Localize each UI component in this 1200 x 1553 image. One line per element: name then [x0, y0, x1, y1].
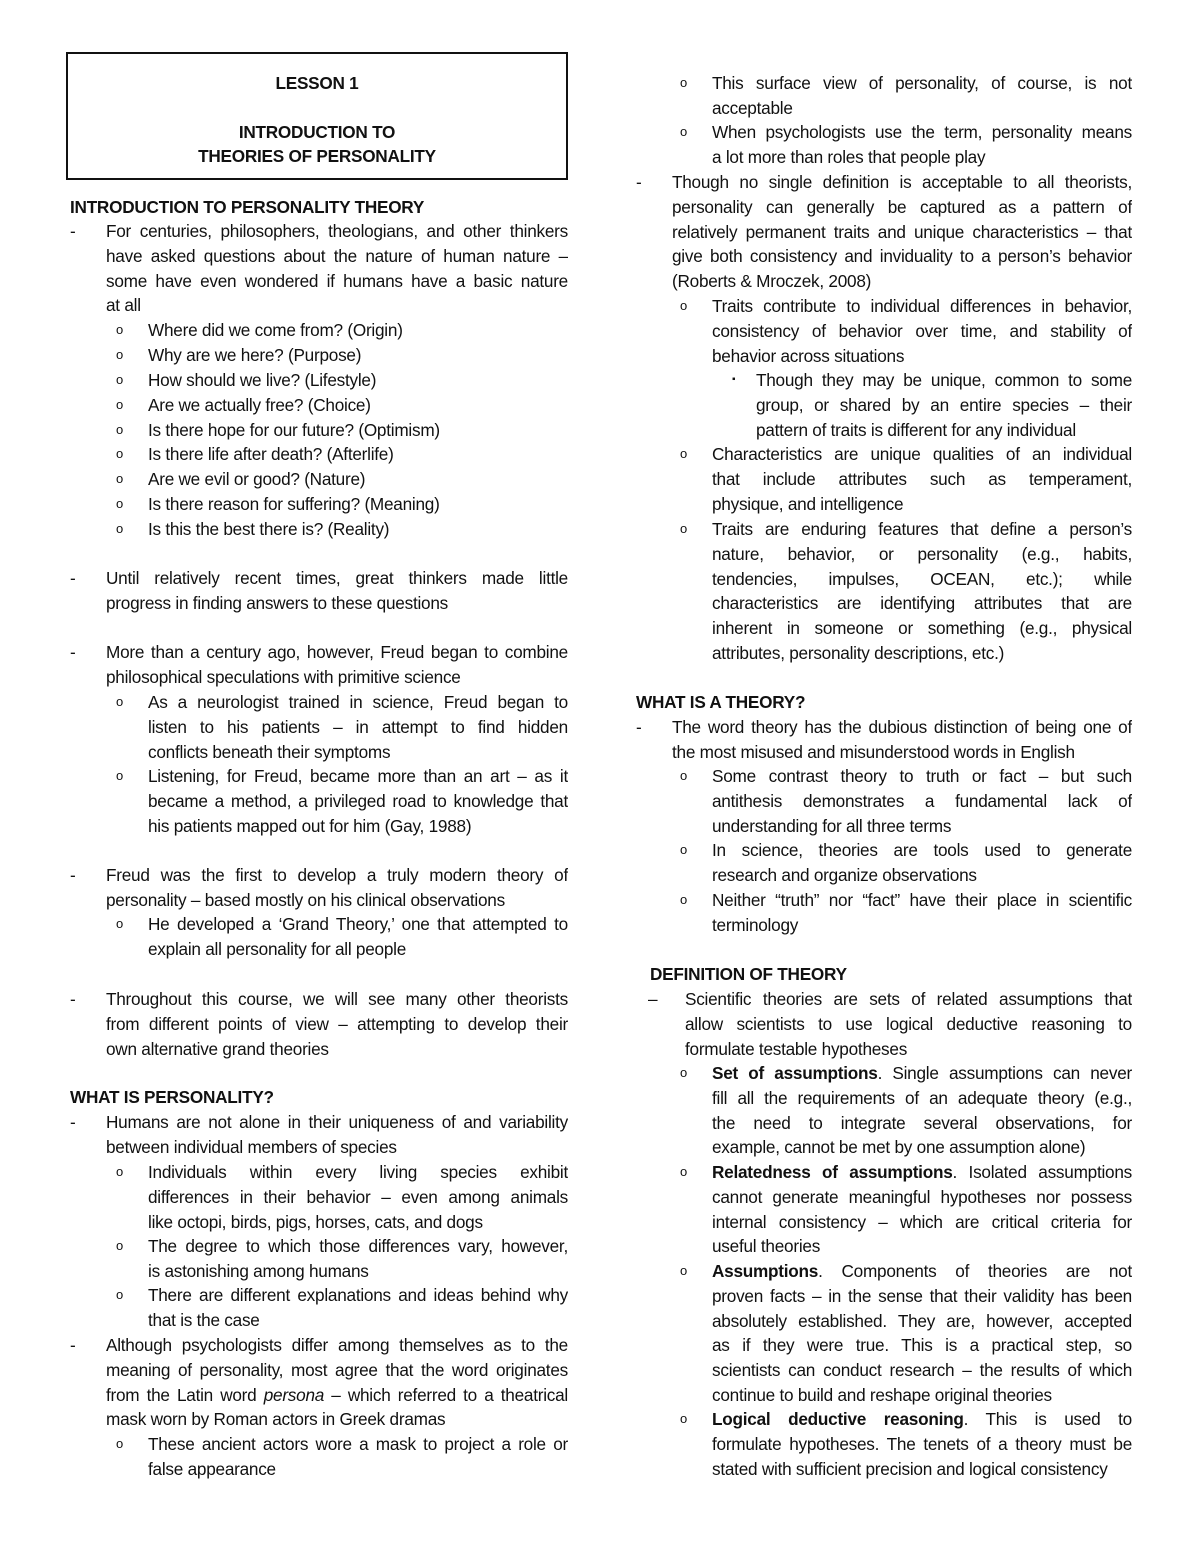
bullet-text-line: tendencies, impulses, OCEAN, etc.); while [712, 568, 1132, 589]
circle-bullet-icon: o [680, 892, 687, 907]
bullet-text-line: internal consistency – which are critical criteria for [712, 1211, 1132, 1232]
bullet-text-line: scientists can conduct research – the results of which [712, 1360, 1132, 1381]
circle-bullet-icon: o [680, 298, 687, 313]
bullet-text-line: Why are we here? (Purpose) [148, 345, 362, 365]
bullet-text-line: Characteristics are unique qualities of an individual [712, 444, 1132, 464]
bullet-text-line: stated with sufficient precision and logical consistency [712, 1458, 1108, 1479]
bullet-text-line: Listening, for Freud, became more than an art – as it [148, 766, 568, 786]
bullet-text-line: his patients mapped out for him (Gay, 1988) [148, 815, 472, 836]
circle-bullet-icon: o [680, 1411, 687, 1426]
bullet-text-line: Scientific theories are sets of related assumptions that [685, 989, 1132, 1009]
bullet-text-line: absolutely established. They are, however, accepted [712, 1310, 1132, 1331]
bullet-text-line: In science, theories are tools used to generate [712, 840, 1132, 860]
bullet-text-line: proven facts – in the sense that their validity has been [712, 1285, 1132, 1306]
circle-bullet-icon: o [680, 521, 687, 536]
bullet-text-line: inherent in someone or something (e.g., physical [712, 618, 1132, 639]
circle-bullet-icon: o [116, 372, 123, 387]
bullet-text-line: that is the case [148, 1309, 260, 1330]
circle-bullet-icon: o [680, 1263, 687, 1278]
bullet-text-line: formulate hypotheses. The tenets of a theory must be [712, 1433, 1132, 1454]
circle-bullet-icon: o [116, 768, 123, 783]
circle-bullet-icon: o [116, 916, 123, 931]
bullet-text-line: This surface view of personality, of course, is not [712, 73, 1132, 93]
circle-bullet-icon: o [680, 842, 687, 857]
square-bullet-icon: ▪ [732, 374, 736, 385]
bullet-text-line: own alternative grand theories [106, 1038, 329, 1059]
bullet-text-line: Is there life after death? (Afterlife) [148, 444, 394, 464]
section-heading: INTRODUCTION TO PERSONALITY THEORY [70, 197, 425, 217]
lesson-title-line1: INTRODUCTION TO [238, 122, 396, 142]
bullet-text-line: some have even wondered if humans have a basic nature [106, 270, 568, 291]
section-heading: WHAT IS PERSONALITY? [70, 1087, 274, 1107]
bullet-text-line: Though no single definition is acceptable to all theorists, [672, 172, 1132, 192]
section-heading: WHAT IS A THEORY? [636, 692, 806, 712]
bullet-text-line: useful theories [712, 1236, 821, 1257]
bullet-text-line: Are we evil or good? (Nature) [148, 469, 366, 489]
bullet-text-line: Assumptions. Components of theories are not [712, 1261, 1132, 1281]
bullet-text-line: Traits are enduring features that define a person’s [712, 519, 1132, 539]
bullet-text-line: The degree to which those differences vary, however, [148, 1236, 568, 1256]
circle-bullet-icon: o [116, 694, 123, 709]
bullet-text-line: pattern of traits is different for any individual [756, 419, 1076, 440]
bullet-text-line: nature, behavior, or personality (e.g., habits, [712, 543, 1132, 564]
circle-bullet-icon: o [680, 124, 687, 139]
dash-bullet-icon: - [70, 1112, 76, 1132]
bullet-text-line: Set of assumptions. Single assumptions can never [712, 1063, 1132, 1083]
bullet-text-line: More than a century ago, however, Freud began to combine [106, 642, 568, 662]
bullet-text-line: Relatedness of assumptions. Isolated assumptions [712, 1162, 1132, 1182]
circle-bullet-icon: o [116, 322, 123, 337]
circle-bullet-icon: o [116, 347, 123, 362]
circle-bullet-icon: o [116, 1436, 123, 1451]
bullet-text-line: For centuries, philosophers, theologians, and other thinkers [106, 221, 568, 241]
bullet-text-line: philosophical speculations with primitive science [106, 666, 461, 687]
bullet-text-line: How should we live? (Lifestyle) [148, 370, 377, 390]
bullet-text-line: Logical deductive reasoning. This is used to [712, 1409, 1132, 1429]
bullet-text-line: Neither “truth” nor “fact” have their place in scientific [712, 890, 1132, 910]
bullet-text-line: Though they may be unique, common to some [756, 370, 1132, 390]
bullet-text-line: acceptable [712, 97, 793, 118]
bullet-text-line: consistency of behavior over time, and stability of [712, 320, 1132, 341]
bullet-text-line: physique, and intelligence [712, 493, 904, 514]
dash-bullet-icon: - [70, 1335, 76, 1355]
circle-bullet-icon: o [680, 446, 687, 461]
bullet-text-line: group, or shared by an entire species – their [756, 394, 1132, 415]
dash-bullet-icon: - [70, 989, 76, 1009]
bullet-text-line: As a neurologist trained in science, Freud began to [148, 692, 568, 712]
circle-bullet-icon: o [680, 75, 687, 90]
circle-bullet-icon: o [680, 768, 687, 783]
bullet-text-line: continue to build and reshape original theories [712, 1385, 1052, 1405]
bullet-text-line: characteristics are identifying attributes that are [712, 593, 1132, 614]
bullet-text-line: example, cannot be met by one assumption alone) [712, 1137, 1086, 1158]
dash-bullet-icon: - [70, 568, 76, 588]
bullet-text-line: Is there reason for suffering? (Meaning) [148, 494, 440, 514]
circle-bullet-icon: o [116, 422, 123, 437]
bullet-text-line: the need to integrate several observations, for [712, 1112, 1132, 1133]
bullet-text-line: the most misused and misunderstood words in English [672, 741, 1075, 762]
circle-bullet-icon: o [680, 1065, 687, 1080]
bullet-text-line: terminology [712, 914, 799, 935]
dash-bullet-icon: - [636, 172, 642, 192]
bullet-text-line: research and organize observations [712, 864, 977, 885]
bullet-text-line: formulate testable hypotheses [685, 1038, 908, 1059]
bullet-text-line: personality can generally be captured as a pattern of [672, 196, 1132, 217]
bullet-text-line: cannot generate meaningful hypotheses nor possess [712, 1186, 1132, 1207]
section-heading: DEFINITION OF THEORY [650, 964, 847, 984]
bullet-text-line: listen to his patients – in attempt to find hidden [148, 716, 568, 737]
bullet-text-line: allow scientists to use logical deductive reasoning to [685, 1013, 1132, 1034]
bullet-text-line: from the Latin word persona – which referred to a theatrical [106, 1384, 568, 1405]
lesson-title-box [66, 52, 568, 180]
bullet-text-line: differences in their behavior – even among animals [148, 1186, 568, 1207]
bullet-text-line: false appearance [148, 1458, 276, 1479]
lesson-number: LESSON 1 [275, 73, 359, 93]
bullet-text-line: like octopi, birds, pigs, horses, cats, and dogs [148, 1211, 483, 1232]
bullet-text-line: Some contrast theory to truth or fact – but such [712, 766, 1132, 786]
bullet-text-line: Although psychologists differ among themselves as to the [106, 1335, 568, 1355]
bullet-text-line: at all [106, 295, 141, 316]
bullet-text-line: from different points of view – attempting to develop their [106, 1013, 568, 1034]
bullet-text-line: antithesis demonstrates a fundamental lack of [712, 790, 1132, 811]
bullet-text-line: have asked questions about the nature of human nature – [106, 245, 568, 266]
bullet-text-line: give both consistency and inviduality to a person’s behavior [672, 246, 1132, 267]
dash-bullet-icon: - [70, 865, 76, 885]
dash-bullet-icon: - [636, 717, 642, 737]
bullet-text-line: The word theory has the dubious distinction of being one of [672, 717, 1132, 737]
bullet-text-line: meaning of personality, most agree that the word originates [106, 1359, 568, 1380]
bullet-text-line: behavior across situations [712, 345, 905, 366]
dash-bullet-icon: – [648, 989, 658, 1009]
bullet-text-line: Individuals within every living species exhibit [148, 1162, 568, 1182]
bullet-text-line: between individual members of species [106, 1136, 397, 1157]
circle-bullet-icon: o [116, 496, 123, 511]
bullet-text-line: mask worn by Roman actors in Greek dramas [106, 1409, 446, 1430]
bullet-text-line: that include attributes such as temperament, [712, 468, 1132, 489]
bullet-text-line: Is this the best there is? (Reality) [148, 519, 390, 539]
bullet-text-line: understanding for all three terms [712, 815, 952, 836]
circle-bullet-icon: o [116, 1164, 123, 1179]
bullet-text-line: There are different explanations and ideas behind why [148, 1285, 568, 1305]
bullet-text-line: attributes, personality descriptions, etc.) [712, 643, 1005, 663]
circle-bullet-icon: o [680, 1164, 687, 1179]
bullet-text-line: Traits contribute to individual differences in behavior, [712, 296, 1132, 316]
bullet-text-line: personality – based mostly on his clinical observations [106, 889, 505, 910]
circle-bullet-icon: o [116, 471, 123, 486]
bullet-text-line: Humans are not alone in their uniqueness of and variability [106, 1112, 568, 1132]
bullet-text-line: Until relatively recent times, great thinkers made little [106, 568, 568, 588]
bullet-text-line: When psychologists use the term, personality means [712, 122, 1132, 142]
bullet-text-line: Where did we come from? (Origin) [148, 320, 403, 340]
dash-bullet-icon: - [70, 642, 76, 662]
bullet-text-line: (Roberts & Mroczek, 2008) [672, 271, 872, 292]
bullet-text-line: Freud was the first to develop a truly modern theory of [106, 865, 568, 885]
circle-bullet-icon: o [116, 1238, 123, 1253]
bullet-text-line: conflicts beneath their symptoms [148, 741, 391, 762]
lesson-title-line2: THEORIES OF PERSONALITY [198, 146, 436, 166]
bullet-text-line: became a method, a privileged road to knowledge that [148, 790, 568, 811]
bullet-text-line: explain all personality for all people [148, 938, 407, 959]
circle-bullet-icon: o [116, 397, 123, 412]
bullet-text-line: is astonishing among humans [148, 1260, 369, 1281]
bullet-text-line: He developed a ‘Grand Theory,’ one that attempted to [148, 914, 568, 934]
bullet-text-line: progress in finding answers to these questions [106, 592, 449, 613]
circle-bullet-icon: o [116, 1287, 123, 1302]
bullet-text-line: fill all the requirements of an adequate theory (e.g., [712, 1087, 1132, 1108]
bullet-text-line: relatively permanent traits and unique characteristics – that [672, 221, 1132, 242]
dash-bullet-icon: - [70, 221, 76, 241]
circle-bullet-icon: o [116, 446, 123, 461]
bullet-text-line: a lot more than roles that people play [712, 146, 986, 167]
circle-bullet-icon: o [116, 521, 123, 536]
bullet-text-line: Throughout this course, we will see many other theorists [106, 989, 568, 1009]
bullet-text-line: Are we actually free? (Choice) [148, 395, 371, 415]
bullet-text-line: Is there hope for our future? (Optimism) [148, 420, 440, 440]
bullet-text-line: as if they were true. This is a practical step, so [712, 1335, 1132, 1356]
bullet-text-line: These ancient actors wore a mask to project a role or [148, 1434, 568, 1454]
